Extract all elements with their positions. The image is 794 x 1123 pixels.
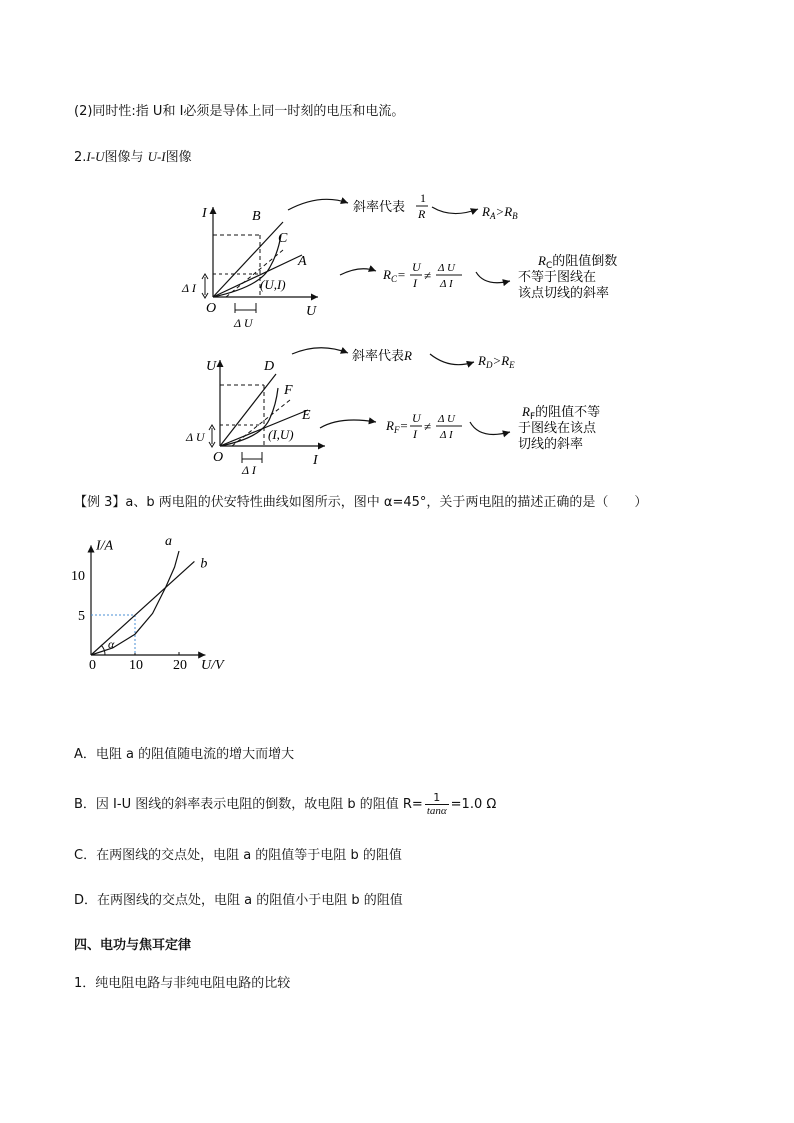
option-b[interactable] [74, 790, 496, 820]
series-b-line [91, 561, 194, 655]
ui-line-f-label: F [284, 383, 293, 398]
ui-delta-u: Δ U [186, 430, 205, 444]
ui-line-d-label: D [264, 359, 275, 374]
option-a-label: A． [74, 747, 96, 762]
iu-note1-den: R [418, 207, 426, 221]
iu-point-label: (U,I) [260, 277, 286, 292]
iu-note2-line3: 该点切线的斜率 [518, 286, 610, 301]
x-tick-label: 10 [129, 658, 143, 673]
ui-line-e-label: E [302, 408, 311, 423]
option-c-text: 在两图线的交点处，电阻 a 的阻值等于电阻 b 的阻值 [96, 848, 402, 863]
x-axis-label: U/V [201, 658, 224, 673]
angle-label: α [108, 637, 115, 651]
iu-formula: $R_C=$ [383, 267, 406, 284]
iu-delta-u: Δ U [234, 316, 253, 330]
option-c-label: C． [74, 848, 97, 863]
ui-note2-line1: $R_F$的阻值不等 [522, 404, 601, 422]
example3-tag: 【例 3】 [74, 495, 126, 510]
option-a-text: 电阻 a 的阻值随电流的增大而增大 [95, 747, 295, 762]
svg-text:I: I [413, 427, 417, 441]
svg-text:Δ I: Δ I [440, 278, 453, 290]
iu-line-a-label: A [298, 254, 307, 269]
svg-text:Δ U: Δ U [438, 262, 455, 274]
section4-title: 四、电功与焦耳定律 [74, 938, 192, 953]
series-b-label: b [200, 556, 208, 572]
svg-text:Δ U: Δ U [438, 413, 455, 425]
ui-axis-x: I [313, 453, 318, 468]
iu-note2-line1: $R_C$的阻值倒数 [538, 253, 618, 271]
example3-text: a、b 两电阻的伏安特性曲线如图所示，图中 α=45°，关于两电阻的描述正确的是（ ） [125, 495, 648, 510]
iu-result1: $R_A>R_B$ [482, 204, 518, 221]
para-simultaneity: (2)同时性:指 U和 I必须是导体上同一时刻的电压和电流。 [74, 104, 405, 119]
ui-result1: $R_D>R_E$ [478, 353, 515, 370]
ui-diagram [180, 340, 640, 480]
svg-text:≠: ≠ [424, 268, 432, 283]
section4-item1: 1．纯电阻电路与非纯电阻电路的比较 [74, 976, 291, 991]
option-b-text-post: =1.0 Ω [450, 797, 497, 812]
option-d-text: 在两图线的交点处，电阻 a 的阻值小于电阻 b 的阻值 [97, 893, 403, 908]
x-tick-label: 0 [89, 658, 96, 673]
series-a-label: a [165, 534, 172, 549]
iu-note1: 斜率代表 [353, 200, 406, 215]
section2-vars2: U-I [147, 149, 166, 164]
iu-axis-x: U [306, 304, 317, 319]
iu-line-c-label: C [278, 231, 288, 246]
x-tick-label: 20 [173, 658, 187, 673]
svg-text:≠: ≠ [424, 419, 432, 434]
angle-arc [101, 645, 105, 655]
option-d-label: D． [74, 893, 98, 908]
option-d[interactable] [74, 892, 403, 910]
option-a[interactable] [74, 746, 294, 764]
iu-note1-num: 1 [420, 191, 426, 205]
section2-title [74, 148, 192, 167]
y-tick-label: 5 [78, 609, 85, 624]
option-b-frac-den: tanα [426, 805, 447, 817]
option-b-fraction [425, 792, 449, 817]
iu-note2-line2: 不等于图线在 [518, 270, 597, 285]
y-axis-label: I/A [96, 538, 114, 554]
iu-axis-y: I [202, 206, 207, 221]
svg-text:U: U [412, 411, 421, 425]
y-tick-label: 10 [71, 569, 85, 584]
iu-delta-i: Δ I [182, 281, 196, 295]
svg-text:Δ I: Δ I [440, 429, 453, 441]
section2-mid: 图像与 [104, 150, 148, 165]
ui-axis-y: U [206, 359, 217, 374]
ui-point-label: (I,U) [268, 427, 294, 442]
ui-origin: O [213, 450, 224, 465]
option-b-text: 因 I-U 图线的斜率表示电阻的倒数，故电阻 b 的阻值 R= [95, 797, 423, 812]
iu-diagram [180, 185, 640, 335]
iu-origin: O [206, 301, 217, 316]
ui-note2-line3: 切线的斜率 [518, 437, 584, 452]
example3-question [74, 494, 647, 512]
option-b-frac-num: 1 [425, 792, 449, 805]
iu-line-b-label: B [252, 209, 261, 224]
section2-prefix: 2. [74, 150, 87, 165]
svg-text:I: I [413, 276, 417, 290]
ui-delta-i: Δ I [242, 463, 256, 477]
option-b-label: B． [74, 797, 96, 812]
section2-suffix: 图像 [165, 150, 192, 165]
ui-note2-line2: 于图线在该点 [518, 421, 597, 436]
iv-chart [60, 530, 260, 680]
ui-note1: 斜率代表R [352, 348, 412, 364]
option-c[interactable] [74, 847, 402, 865]
svg-text:U: U [412, 260, 421, 274]
ui-formula: $R_F=$ [386, 418, 409, 435]
section2-vars: I-U [86, 149, 105, 164]
